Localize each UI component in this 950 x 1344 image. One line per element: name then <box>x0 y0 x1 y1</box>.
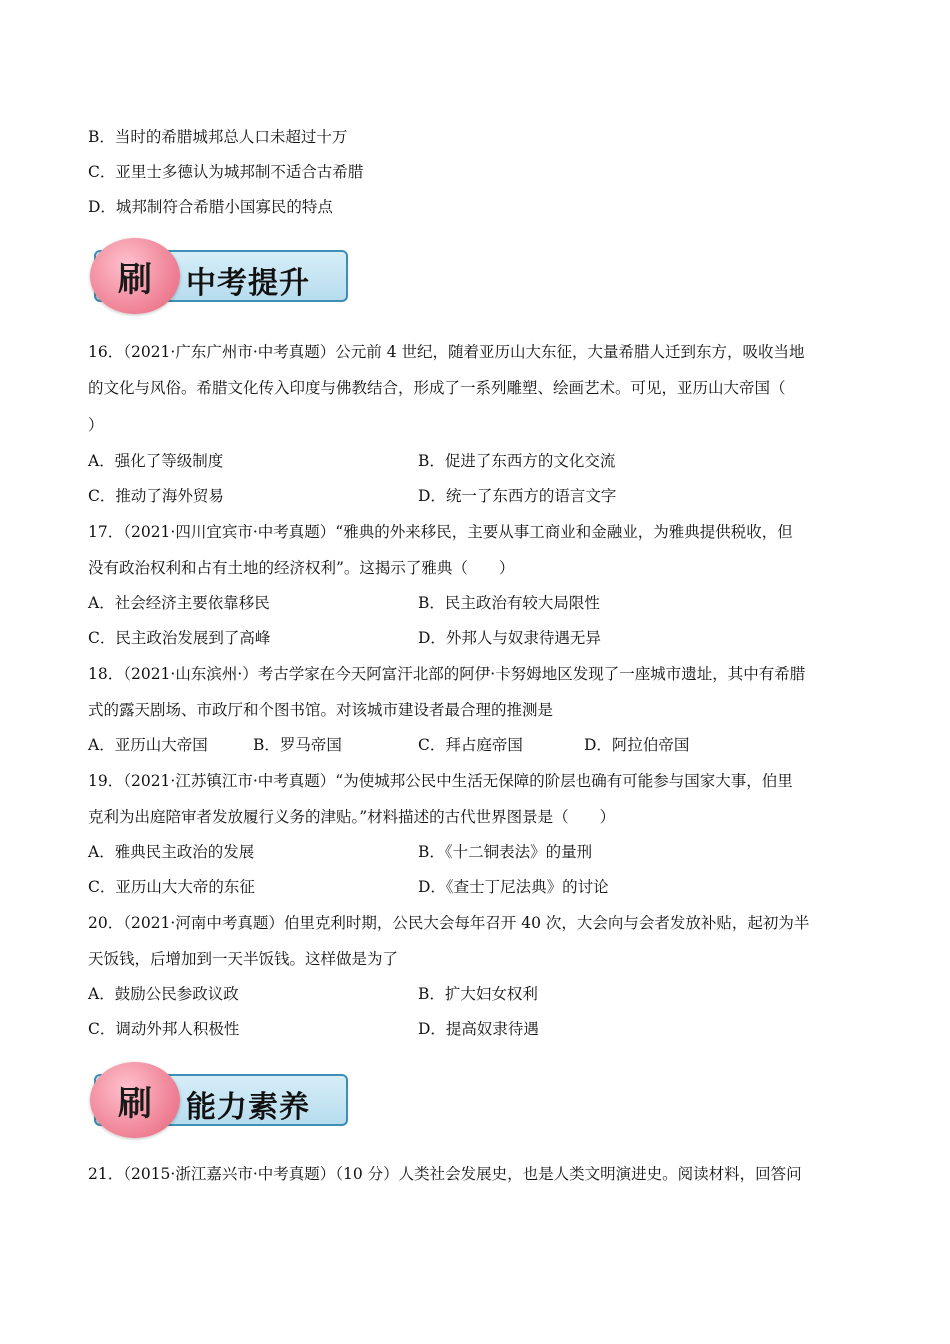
q18-option-c: C．拜占庭帝国 <box>418 736 523 754</box>
q19-option-d: D．《查士丁尼法典》的讨论 <box>418 878 609 896</box>
q19-line-2: 克利为出庭陪审者发放履行义务的津贴。”材料描述的古代世界图景是（ ） <box>88 808 616 826</box>
q17-option-b: B．民主政治有较大局限性 <box>418 594 600 612</box>
option-b: B．当时的希腊城邦总人口未超过十万 <box>88 128 348 146</box>
q20-line-2: 天饭钱，后增加到一天半饭钱。这样做是为了 <box>88 950 399 968</box>
q17-line-2: 没有政治权利和占有土地的经济权利”。这揭示了雅典（ ） <box>88 559 515 577</box>
banner-title: 能力素养 <box>186 1090 310 1125</box>
section-banner-ability <box>90 1068 352 1132</box>
badge-text: 刷 <box>118 1084 152 1124</box>
option-d: D．城邦制符合希腊小国寡民的特点 <box>88 198 333 216</box>
q16-option-c: C．推动了海外贸易 <box>88 487 224 505</box>
q19-option-b: B．《十二铜表法》的量刑 <box>418 843 593 861</box>
q19-option-c: C．亚历山大大帝的东征 <box>88 878 255 896</box>
q16-line-3: ） <box>88 416 104 434</box>
q20-option-a: A．鼓励公民参政议政 <box>88 985 239 1003</box>
q19-option-a: A．雅典民主政治的发展 <box>88 843 255 861</box>
q19-line-1: 19．（2021·江苏镇江市·中考真题）“为使城邦公民中生活无保障的阶层也确有可能参与国家大事，伯里 <box>88 772 793 790</box>
badge-text: 刷 <box>118 260 152 300</box>
q17-option-c: C．民主政治发展到了高峰 <box>88 629 271 647</box>
q18-line-2: 式的露天剧场、市政厅和个图书馆。对该城市建设者最合理的推测是 <box>88 701 554 719</box>
q21-line-1: 21．（2015·浙江嘉兴市·中考真题）（10 分）人类社会发展史，也是人类文明演进史。阅读材料，回答问 <box>88 1165 802 1183</box>
q17-option-d: D．外邦人与奴隶待遇无异 <box>418 629 601 647</box>
option-c: C．亚里士多德认为城邦制不适合古希腊 <box>88 163 364 181</box>
q18-option-a: A．亚历山大帝国 <box>88 736 208 754</box>
q20-line-1: 20．（2021·河南中考真题）伯里克利时期，公民大会每年召开 40 次，大会向与会者发放补贴，起初为半 <box>88 914 810 932</box>
q17-option-a: A．社会经济主要依靠移民 <box>88 594 270 612</box>
q20-option-d: D．提高奴隶待遇 <box>418 1020 539 1038</box>
section-banner-exam-improve <box>90 244 352 308</box>
q20-option-b: B．扩大妇女权利 <box>418 985 538 1003</box>
q20-option-c: C．调动外邦人积极性 <box>88 1020 240 1038</box>
q17-line-1: 17．（2021·四川宜宾市·中考真题）“雅典的外来移民，主要从事工商业和金融业，为雅典提供税收，但 <box>88 523 793 541</box>
q16-line-1: 16．（2021·广东广州市·中考真题）公元前 4 世纪，随着亚历山大东征，大量希腊人迁到东方，吸收当地 <box>88 343 805 361</box>
badge-circle <box>90 1062 180 1138</box>
banner-title: 中考提升 <box>186 266 310 301</box>
badge-circle <box>90 238 180 314</box>
q16-option-b: B．促进了东西方的文化交流 <box>418 452 616 470</box>
q18-option-b: B．罗马帝国 <box>253 736 342 754</box>
q16-option-a: A．强化了等级制度 <box>88 452 224 470</box>
q16-option-d: D．统一了东西方的语言文字 <box>418 487 617 505</box>
q18-option-d: D．阿拉伯帝国 <box>584 736 690 754</box>
q18-line-1: 18．（2021·山东滨州·）考古学家在今天阿富汗北部的阿伊·卡努姆地区发现了一座城市遗址，其中有希腊 <box>88 665 806 683</box>
q16-line-2: 的文化与风俗。希腊文化传入印度与佛教结合，形成了一系列雕塑、绘画艺术。可见，亚历山大帝国（ <box>88 379 786 397</box>
